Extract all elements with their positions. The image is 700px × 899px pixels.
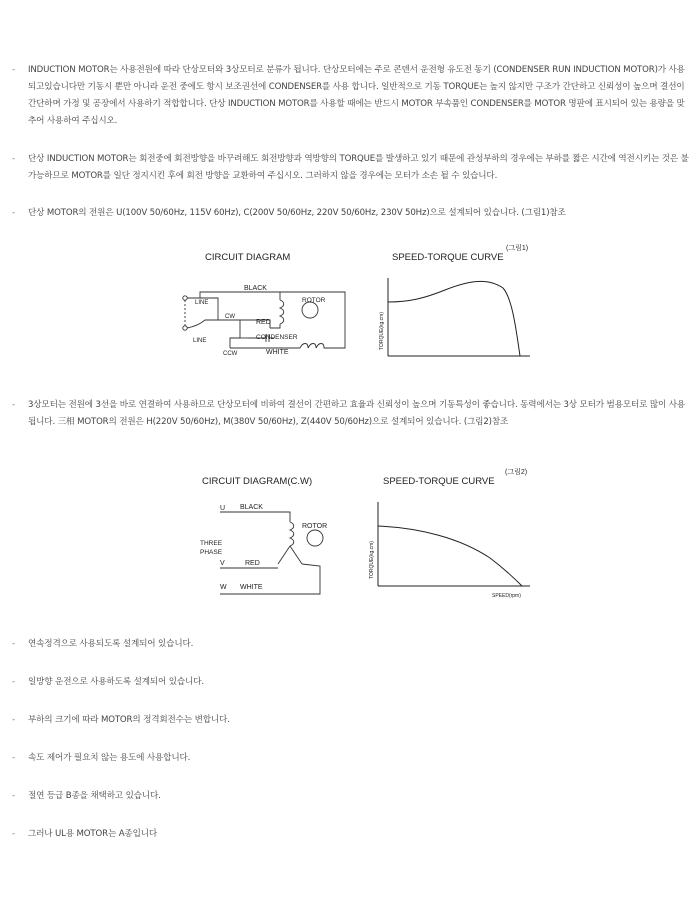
speed-axis-label: SPEED(rpm) bbox=[492, 593, 521, 599]
line-label-top: LINE bbox=[195, 300, 209, 306]
line-label-bottom: LINE bbox=[193, 338, 207, 344]
phase-label: PHASE bbox=[200, 549, 223, 556]
three-label: THREE bbox=[200, 540, 223, 547]
torque-axis-label: TORQUE(kg.cm) bbox=[369, 541, 375, 579]
speed-torque-chart-2 bbox=[378, 502, 530, 586]
white-wire-label: WHITE bbox=[240, 584, 263, 591]
speed-torque-curve-title: SPEED-TORQUE CURVE bbox=[392, 252, 504, 263]
u-phase-label: U bbox=[220, 505, 226, 512]
torque-curve bbox=[378, 526, 522, 586]
paragraph-three-phase bbox=[12, 397, 692, 431]
figure-label: (그림2) bbox=[505, 469, 528, 476]
black-wire-label: BLACK bbox=[240, 504, 263, 511]
torque-axis-label: TORQUE(kg.cm) bbox=[379, 312, 385, 350]
bullet-dash: - bbox=[12, 715, 16, 725]
red-wire-label: RED bbox=[256, 319, 271, 326]
paragraph-single-phase-power bbox=[12, 205, 692, 222]
bullet-dash: - bbox=[12, 65, 16, 75]
figure-2 bbox=[190, 464, 540, 604]
rotor-label: ROTOR bbox=[302, 297, 326, 304]
figure-1 bbox=[170, 238, 540, 378]
cw-label: CW bbox=[225, 314, 235, 320]
note-speed-control bbox=[12, 750, 692, 767]
speed-torque-chart-1 bbox=[388, 278, 530, 356]
circuit-diagram-title: CIRCUIT DIAGRAM bbox=[205, 252, 291, 263]
paragraph-rotation-direction bbox=[12, 151, 692, 185]
black-wire-label: BLACK bbox=[244, 285, 267, 292]
note-insulation-class bbox=[12, 788, 692, 805]
paragraph-text: 단상 MOTOR의 전원은 U(100V 50/60Hz, 115V 60Hz), C(200V 50/60Hz, 220V 50/60Hz, 230V 50Hz)으로 설계되어 있습니다. (그림1)참조 bbox=[28, 208, 566, 218]
circuit-diagram-title: CIRCUIT DIAGRAM(C.W) bbox=[202, 476, 313, 487]
bullet-dash: - bbox=[12, 639, 16, 649]
bullet-dash: - bbox=[12, 154, 16, 164]
note-text: 그러나 UL용 MOTOR는 A종입니다 bbox=[28, 829, 158, 839]
condenser-label: CONDENSER bbox=[256, 334, 298, 341]
bullet-dash: - bbox=[12, 677, 16, 687]
ccw-label: CCW bbox=[223, 351, 238, 357]
white-wire-label: WHITE bbox=[266, 349, 289, 356]
note-continuous-rating bbox=[12, 636, 692, 653]
bullet-dash: - bbox=[12, 791, 16, 801]
note-text: 속도 제어가 필요치 않는 용도에 사용합니다. bbox=[28, 753, 191, 763]
bullet-dash: - bbox=[12, 829, 16, 839]
note-ul-motor bbox=[12, 826, 692, 843]
paragraph-text: 단상 INDUCTION MOTOR는 회전중에 회전방향을 바꾸려해도 회전방향과 역방향의 TORQUE를 발생하고 있기 때문에 관성부하의 경우에는 부하를 짧은 시간에 역전시키는 것은 불가능하므로 MOTOR를 일단 정지시킨 후에 회전 방향을 교환하여 주십시오. 그러하지 않을 경우에는 모터가 소손 될 수 있습니다. bbox=[28, 154, 689, 181]
paragraph-motor-classification bbox=[12, 62, 692, 130]
note-text: 부하의 크기에 따라 MOTOR의 정격회전수는 변합니다. bbox=[28, 715, 230, 725]
paragraph-text: 3상모터는 전원에 3선을 바로 연결하여 사용하므로 단상모터에 비하여 결선이 간편하고 효율과 신뢰성이 높으며 기동특성이 좋습니다. 동력에서는 3상 모터가 범용모터로 많이 사용됩니다. 三相 MOTOR의 전원은 H(220V 50/60Hz), M(380V 50/60Hz), Z(440V 50/60Hz)으로 설계되어 있습니다. (그림2)참조 bbox=[28, 400, 686, 427]
note-text: 연속정격으로 사용되도록 설계되어 있습니다. bbox=[28, 639, 194, 649]
red-wire-label: RED bbox=[245, 560, 260, 567]
figure-label: (그림1) bbox=[506, 245, 529, 252]
bullet-dash: - bbox=[12, 400, 16, 410]
bullet-dash: - bbox=[12, 208, 16, 218]
w-phase-label: W bbox=[220, 584, 227, 591]
speed-torque-curve-title: SPEED-TORQUE CURVE bbox=[383, 476, 495, 487]
note-one-direction bbox=[12, 674, 692, 691]
v-phase-label: V bbox=[220, 560, 225, 567]
note-text: 절연 등급 B종을 채택하고 있습니다. bbox=[28, 791, 161, 801]
note-rated-speed bbox=[12, 712, 692, 729]
rotor-label: ROTOR bbox=[302, 523, 328, 530]
bullet-dash: - bbox=[12, 753, 16, 763]
torque-curve bbox=[388, 281, 520, 356]
note-text: 일방향 운전으로 사용하도록 설계되어 있습니다. bbox=[28, 677, 204, 687]
paragraph-text: INDUCTION MOTOR는 사용전원에 따라 단상모터와 3상모터로 분류가 됩니다. 단상모터에는 주로 콘덴서 운전형 유도전 동기 (CONDENSER RUN INDUCTION MOTOR)가 사용되고있습니다만 기동시 뿐만 아니라 운전 중에도 항시 보조권선에 CONDENSER를 사용 합니다. 일반적으로 기동 TORQUE는 높지 않지만 구조가 간단하고 신뢰성이 높으며 결선이 간단하며 가정 및 공장에서 사용하기 적합합니다. 단상 INDUCTION MOTOR를 사용할 때에는 반드시 MOTOR 부속품인 CONDENSER를 MOTOR 명판에 표시되어 있는 용량을 맞추어 사용하여 주십시오. bbox=[28, 65, 685, 126]
